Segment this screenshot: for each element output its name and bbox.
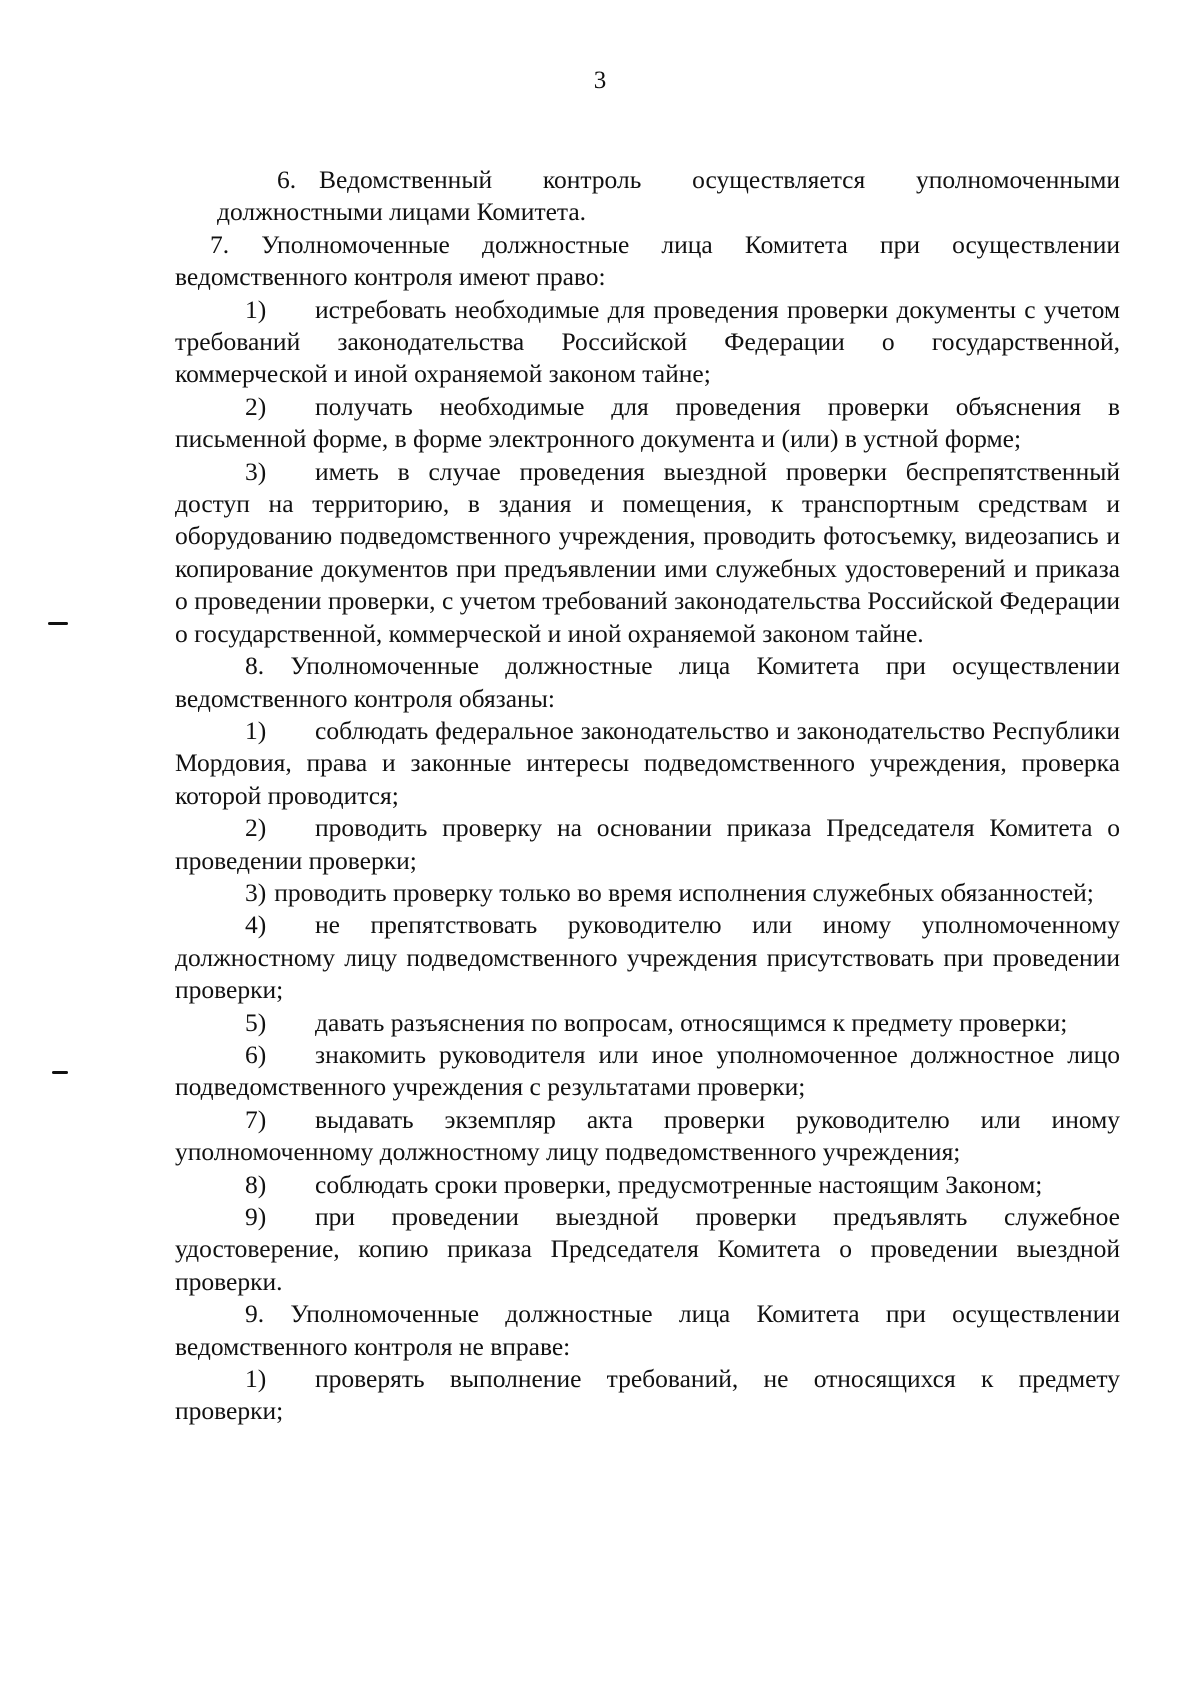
list-item-number: 2) — [245, 813, 267, 843]
page-number: 3 — [593, 67, 607, 94]
list-item — [175, 1363, 1120, 1428]
list-item — [175, 1169, 1120, 1201]
paragraph-7-intro: 7. Уполномоченные должностные лица Комитета при осуществлении ведомственного контроля имеют право: — [175, 229, 1120, 292]
margin-mark — [48, 622, 68, 625]
list-item-text: выдавать экземпляр акта проверки руководителю или иному уполномоченному должностному лицу подведомственного учреждения; — [175, 1104, 1120, 1167]
list-item — [175, 877, 1120, 909]
margin-mark — [52, 1071, 68, 1074]
list-item-text: не препятствовать руководителю или иному уполномоченному должностному лицу подведомственного учреждения присутствовать при проведении проверки; — [175, 910, 1120, 1005]
list-item-number: 8) — [245, 1169, 267, 1199]
list-item-number: 3) — [245, 877, 267, 907]
list-item-text: давать разъяснения по вопросам, относящимся к предмету проверки; — [315, 1007, 1068, 1037]
list-item-number: 3) — [245, 456, 267, 486]
list-item-number: 7) — [245, 1104, 267, 1134]
list-item-number: 5) — [245, 1007, 267, 1037]
list-item-text: истребовать необходимые для проведения проверки документы с учетом требований законодательства Российской Федерации о государственной, коммерческой и иной охраняемой законом тайне; — [175, 294, 1120, 389]
document-body — [175, 164, 1120, 1428]
paragraph-text: Ведомственный контроль осуществляется уполномоченными должностными лицами Комитета. — [217, 165, 1120, 227]
list-item — [175, 715, 1120, 812]
list-item — [175, 812, 1120, 877]
list-item-text: проводить проверку на основании приказа Председателя Комитета о проведении проверки; — [175, 813, 1120, 875]
list-item-number: 2) — [245, 391, 267, 421]
list-item-number: 1) — [245, 1364, 267, 1394]
list-item-text: проводить проверку только во время исполнения служебных обязанностей; — [274, 877, 1094, 907]
list-item — [175, 1201, 1120, 1298]
paragraph-6 — [175, 164, 1120, 229]
paragraph-8-intro: 8. Уполномоченные должностные лица Комитета при осуществлении ведомственного контроля обязаны: — [175, 651, 1120, 713]
list-item-number: 9) — [245, 1202, 267, 1231]
list-item-text: соблюдать федеральное законодательство и законодательство Республики Мордовия, права и законные интересы подведомственного учреждения, проверка которой проводится; — [175, 715, 1120, 810]
list-item — [175, 391, 1120, 456]
list-item-text: знакомить руководителя или иное уполномоченное должностное лицо подведомственного учреждения с результатами проверки; — [175, 1039, 1120, 1102]
list-item-text: при проведении выездной проверки предъявлять служебное удостоверение, копию приказа Председателя Комитета о проведении выездной проверки. — [175, 1202, 1120, 1296]
list-item-text: проверять выполнение требований, не относящихся к предмету проверки; — [175, 1364, 1120, 1426]
list-item-text: соблюдать сроки проверки, предусмотренные настоящим Законом; — [315, 1169, 1043, 1199]
list-item-number: 1) — [245, 715, 267, 745]
list-item — [175, 1104, 1120, 1169]
list-item-number: 1) — [245, 294, 267, 324]
list-item — [175, 294, 1120, 391]
list-item — [175, 1007, 1120, 1039]
list-item-text: получать необходимые для проведения проверки объяснения в письменной форме, в форме электронного документа и (или) в устной форме; — [175, 391, 1120, 454]
list-item — [175, 909, 1120, 1006]
list-item — [175, 456, 1120, 650]
list-item-number: 6) — [245, 1039, 267, 1069]
paragraph-number: 6. — [277, 165, 297, 194]
list-item — [175, 1039, 1120, 1104]
list-item-number: 4) — [245, 910, 267, 940]
paragraph-9-intro: 9. Уполномоченные должностные лица Комитета при осуществлении ведомственного контроля не вправе: — [175, 1299, 1120, 1361]
list-item-text: иметь в случае проведения выездной проверки беспрепятственный доступ на территорию, в здания и помещения, к транспортным средствам и оборудованию подведомственного учреждения, проводить фотосъемку, видеозапись и копирование документов при предъявлении ими служебных удостоверений и приказа о проведении проверки, с учетом требований законодательства Российской Федерации о государственной, коммерческой и иной охраняемой законом тайне. — [175, 456, 1120, 648]
